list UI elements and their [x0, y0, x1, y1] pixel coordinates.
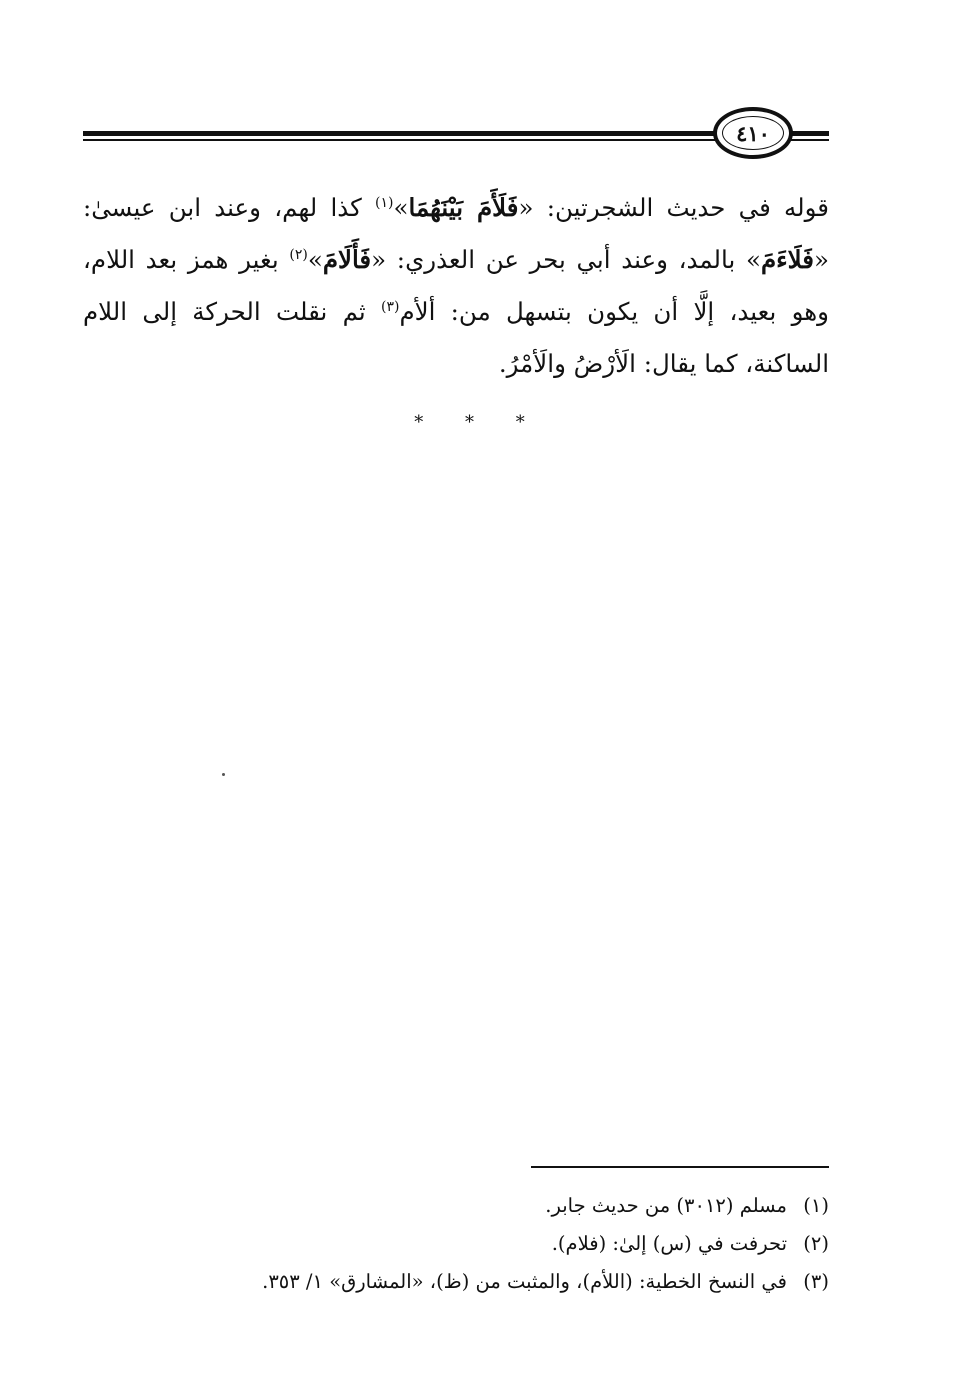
page-number-badge	[713, 107, 793, 159]
footnotes	[150, 1187, 829, 1301]
footnote-ref: (١)	[375, 194, 394, 211]
quoted-word: فَلَأَمَ بَيْنَهُمَا	[408, 193, 519, 222]
text-run: ثم نقلت الحركة إلى اللام الساكنة، كما يقال: الَأرْضُ والَأمْرُ.	[83, 297, 829, 378]
page-number: ٤١٠	[736, 120, 770, 146]
quoted-word: فَأَلَامَ	[322, 245, 372, 274]
footnote-number: (١)	[803, 1194, 829, 1217]
footnote-ref: (٣)	[380, 298, 400, 315]
text-run: قوله في حديث الشجرتين: «	[518, 193, 830, 222]
footnote-3	[150, 1263, 829, 1301]
text-run: » بالمد، وعند أبي بحر عن العذري: «	[371, 245, 761, 274]
footnote-text: تحرفت في (س) إلىٰ: (فلام).	[551, 1232, 787, 1255]
footnote-text: مسلم (٣٠١٢) من حديث جابر.	[545, 1194, 787, 1217]
quoted-word: فَلَاءَمَ	[760, 245, 814, 274]
footnote-rule	[531, 1166, 829, 1168]
footnote-number: (٢)	[803, 1232, 829, 1255]
text-run: بغير همز بعد اللام، وهو بعيد، إلَّا أن يكون بتسهل من: ألأم	[83, 245, 829, 326]
text-run: كذا لهم، وعند ابن عيسىٰ: «	[83, 193, 829, 274]
body-paragraph	[83, 182, 829, 390]
footnote-1	[150, 1187, 829, 1225]
text-run: »	[307, 245, 323, 274]
header-rule-thin	[83, 139, 723, 141]
footnote-2	[150, 1225, 829, 1263]
section-separator: * * *	[414, 412, 543, 433]
scan-speck	[222, 773, 225, 776]
footnote-ref: (٢)	[289, 246, 308, 263]
header-rule	[83, 131, 723, 136]
footnote-number: (٣)	[803, 1270, 829, 1293]
page-header	[83, 104, 829, 164]
footnote-text: في النسخ الخطية: (اللأم)، والمثبت من (ظ)، «المشارق» ١/ ٣٥٣.	[262, 1270, 787, 1293]
text-run: »	[393, 193, 409, 222]
body-text	[83, 182, 829, 390]
